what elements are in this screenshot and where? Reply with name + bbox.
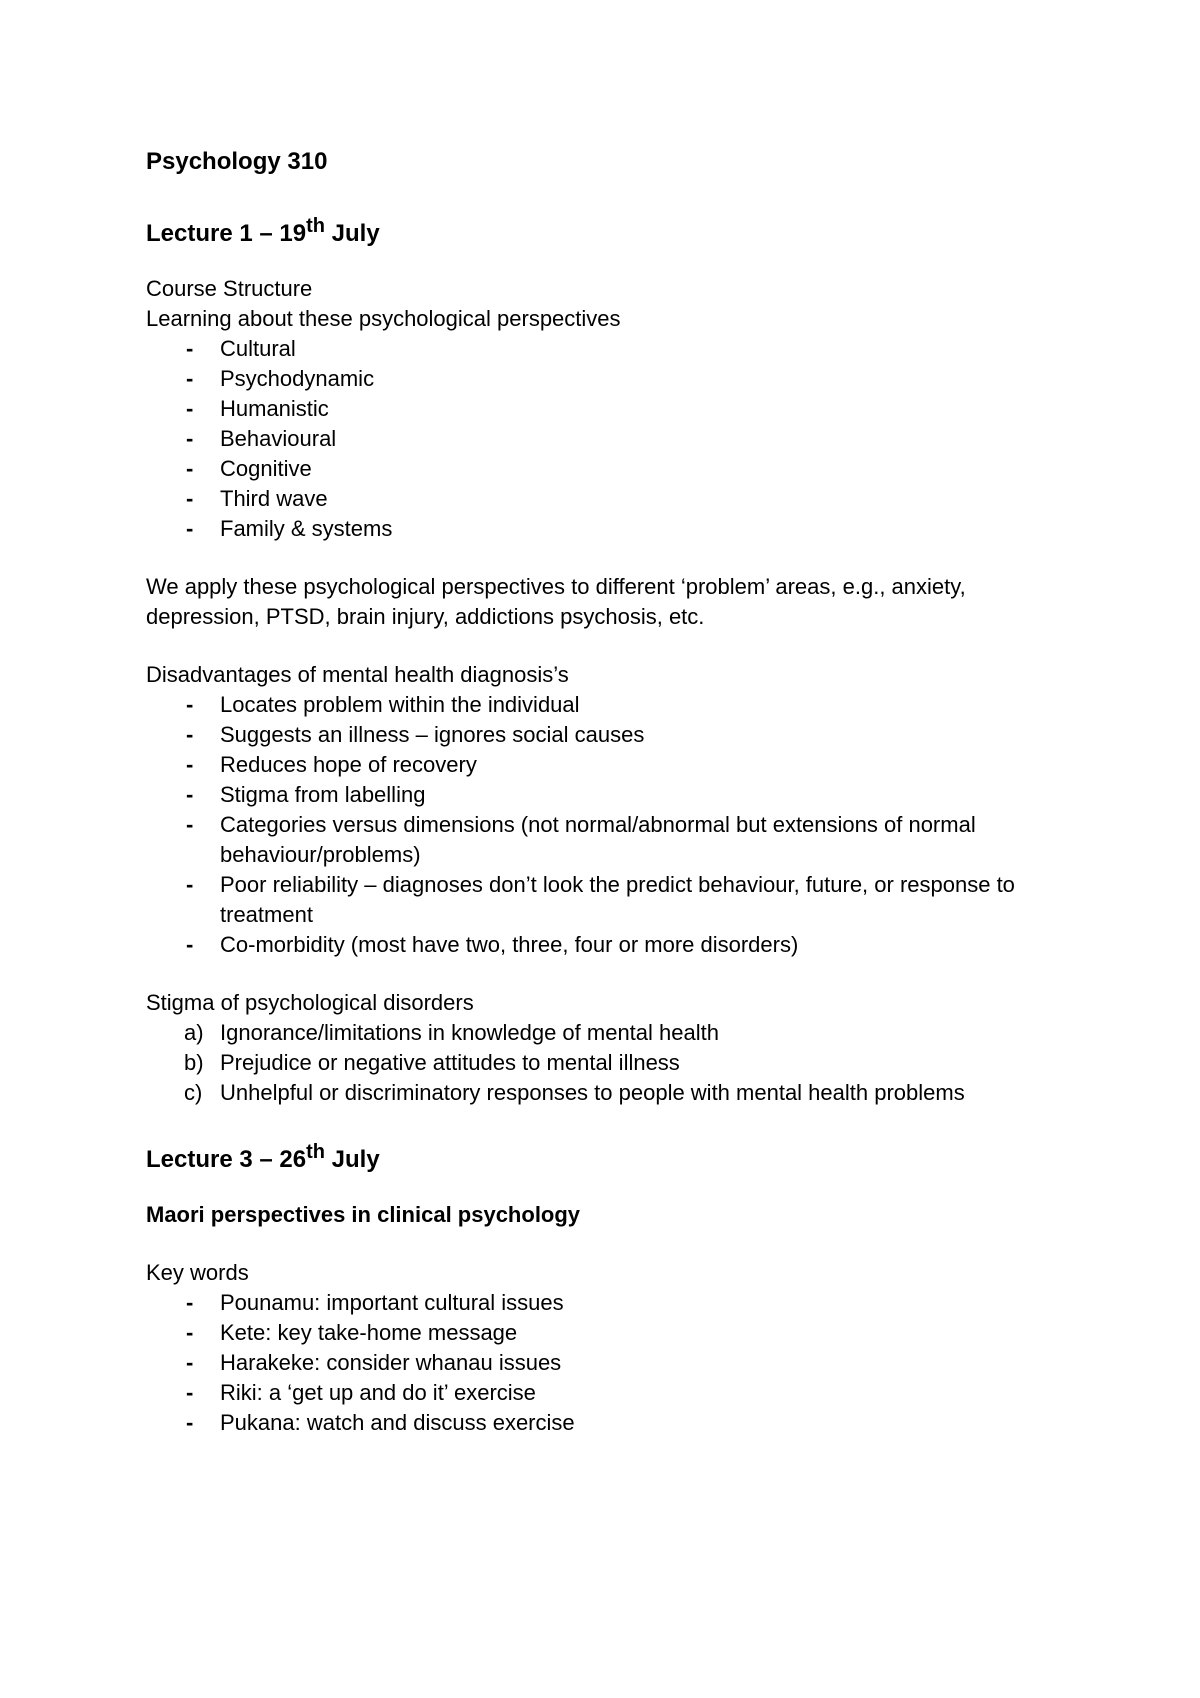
- document-content: [146, 146, 1066, 1438]
- maori-perspectives-heading: Maori perspectives in clinical psychology: [146, 1202, 581, 1227]
- lecture-1-heading: Lecture 1 – 19th July: [146, 215, 380, 247]
- disadvantages-heading: Disadvantages of mental health diagnosis’s: [146, 662, 569, 687]
- list-item: - Family & systems: [146, 514, 1066, 544]
- list-item: - Psychodynamic: [146, 364, 1066, 394]
- list-item: - Poor reliability – diagnoses don’t look the predict behaviour, future, or response to treatment: [146, 870, 1066, 930]
- list-item: - Suggests an illness – ignores social causes: [146, 720, 1066, 750]
- perspectives-list: [146, 334, 1066, 544]
- list-item: - Third wave: [146, 484, 1066, 514]
- key-words-heading: Key words: [146, 1260, 249, 1285]
- list-item: - Pukana: watch and discuss exercise: [146, 1408, 1066, 1438]
- lecture-3-heading: Lecture 3 – 26th July: [146, 1141, 380, 1173]
- list-item: - Pounamu: important cultural issues: [146, 1288, 1066, 1318]
- key-words-list: [146, 1288, 1066, 1438]
- list-item: - Locates problem within the individual: [146, 690, 1066, 720]
- list-marker: a): [184, 1020, 204, 1045]
- apply-paragraph-line-1: We apply these psychological perspectives to different ‘problem’ areas, e.g., anxiety,: [146, 574, 966, 599]
- list-marker: c): [184, 1080, 203, 1105]
- list-item: - Humanistic: [146, 394, 1066, 424]
- list-item: - Riki: a ‘get up and do it’ exercise: [146, 1378, 1066, 1408]
- list-item: c) Unhelpful or discriminatory responses to people with mental health problems: [146, 1078, 1066, 1108]
- document-title: Psychology 310: [146, 148, 328, 175]
- list-item: - Categories versus dimensions (not normal/abnormal but extensions of normal behaviour/problems): [146, 810, 1066, 870]
- list-marker: b): [184, 1050, 204, 1075]
- list-item: - Cognitive: [146, 454, 1066, 484]
- disadvantages-list: [146, 690, 1066, 960]
- list-item: - Reduces hope of recovery: [146, 750, 1066, 780]
- apply-paragraph-line-2: depression, PTSD, brain injury, addictions psychosis, etc.: [146, 604, 705, 629]
- list-item: a) Ignorance/limitations in knowledge of mental health: [146, 1018, 1066, 1048]
- stigma-list: [146, 1018, 1066, 1108]
- stigma-heading: Stigma of psychological disorders: [146, 990, 474, 1015]
- perspectives-intro: Learning about these psychological perspectives: [146, 306, 621, 331]
- list-item: b) Prejudice or negative attitudes to mental illness: [146, 1048, 1066, 1078]
- list-item: - Kete: key take-home message: [146, 1318, 1066, 1348]
- list-item: - Co-morbidity (most have two, three, four or more disorders): [146, 930, 1066, 960]
- list-item: - Harakeke: consider whanau issues: [146, 1348, 1066, 1378]
- list-item: - Stigma from labelling: [146, 780, 1066, 810]
- course-structure-label: Course Structure: [146, 276, 313, 301]
- list-item: - Behavioural: [146, 424, 1066, 454]
- list-item: - Cultural: [146, 334, 1066, 364]
